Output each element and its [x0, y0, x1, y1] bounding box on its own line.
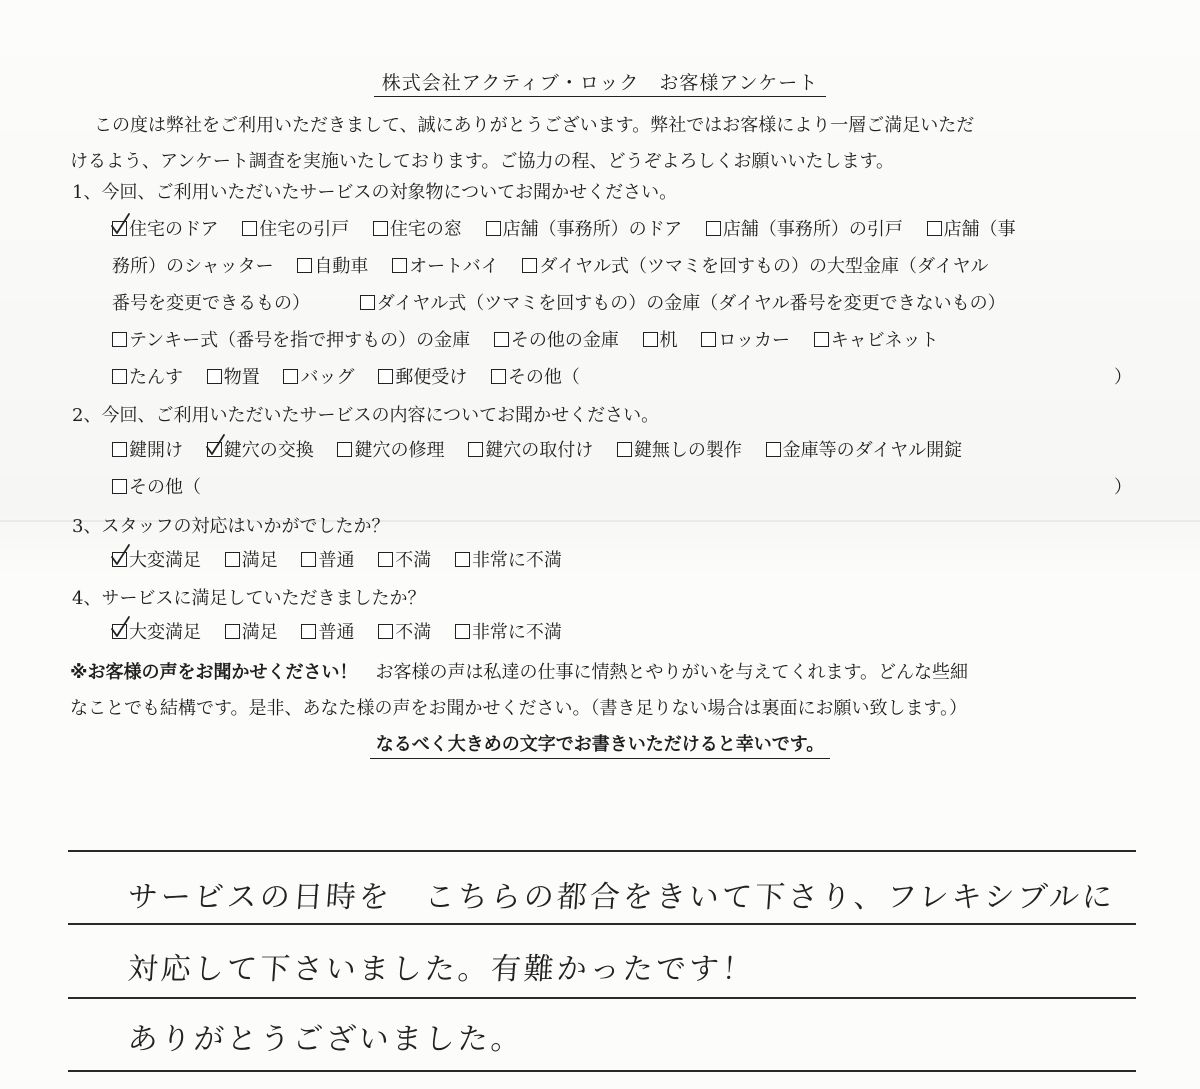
checkbox[interactable] [701, 332, 716, 347]
voice-heading: ※お客様の声をお聞かせください！ [70, 662, 358, 683]
q3-title: 3、スタッフの対応はいかがでしたか？ [72, 516, 390, 537]
q1-option-2[interactable]: 住宅の窓 [373, 211, 462, 248]
q1-option-17[interactable]: たんす [112, 359, 183, 396]
handwritten-comment-line-3: ありがとうございました。 [126, 1022, 525, 1057]
q2-option-1[interactable]: 鍵穴の交換 [207, 432, 314, 469]
q4-option-3[interactable]: 不満 [378, 614, 431, 651]
checkbox[interactable] [301, 624, 316, 639]
survey-intro [70, 108, 1150, 180]
writing-line-1 [68, 850, 1136, 852]
intro-line-1: この度は弊社をご利用いただきまして、誠にありがとうございます。弊社ではお客様により一層ご満足いただ [94, 115, 975, 136]
q1-option-6-continued: 務所）のシャッター [112, 256, 274, 277]
check-mark-icon [109, 543, 131, 569]
q4-option-2[interactable]: 普通 [301, 614, 354, 651]
checkbox[interactable] [242, 221, 257, 236]
q1-option-0[interactable]: 住宅のドア [112, 211, 218, 248]
q1-option-14[interactable]: 机 [643, 322, 678, 359]
checkbox[interactable] [112, 369, 127, 384]
q1-option-7[interactable]: 自動車 [297, 248, 368, 285]
check-mark-icon [109, 615, 131, 641]
q4-options [112, 614, 1142, 651]
voice-note: なるべく大きめの文字でお書きいただけると幸いです。 [0, 730, 1200, 756]
checkbox[interactable] [706, 221, 721, 236]
q2-option-0[interactable]: 鍵開け [112, 432, 183, 469]
checkbox[interactable] [378, 552, 393, 567]
q1-option-20[interactable]: 郵便受け [378, 359, 467, 396]
checkbox[interactable] [297, 258, 312, 273]
q2-other-close-paren: ） [1114, 477, 1132, 498]
checkbox[interactable] [378, 624, 393, 639]
q3-option-1[interactable]: 満足 [225, 542, 278, 579]
survey-title: 株式会社アクティブ・ロック お客様アンケート [0, 68, 1200, 95]
checkbox[interactable] [283, 369, 298, 384]
checkbox[interactable] [522, 258, 537, 273]
checkbox[interactable] [486, 221, 501, 236]
q1-option-13[interactable]: その他の金庫 [494, 322, 619, 359]
q2-title: 2、今回、ご利用いただいたサービスの内容についてお聞かせください。 [72, 405, 660, 426]
q1-option-16[interactable]: キャビネット [814, 322, 939, 359]
checkbox[interactable] [112, 479, 127, 494]
checkbox[interactable] [468, 442, 483, 457]
q3-option-0[interactable]: 大変満足 [112, 542, 201, 579]
checkbox[interactable] [360, 295, 375, 310]
checkbox[interactable] [112, 332, 127, 347]
writing-line-4 [68, 1070, 1136, 1072]
checkbox[interactable] [112, 442, 127, 457]
q2-option-6[interactable]: その他（ [112, 469, 201, 506]
check-mark-icon [109, 212, 131, 238]
checkbox[interactable] [112, 221, 127, 236]
voice-text-2: なことでも結構です。是非、あなた様の声をお聞かせください。（書き足りない場合は裏面にお願い致します。） [70, 698, 968, 719]
q2-options [112, 432, 1142, 506]
q1-option-3[interactable]: 店舗（事務所）のドア [486, 211, 682, 248]
customer-voice-section [70, 655, 1150, 727]
checkbox[interactable] [455, 552, 470, 567]
checkbox[interactable] [207, 369, 222, 384]
checkbox[interactable] [112, 624, 127, 639]
checkbox[interactable] [301, 552, 316, 567]
q3-option-4[interactable]: 非常に不満 [455, 542, 562, 579]
writing-line-3 [68, 997, 1136, 999]
checkbox[interactable] [494, 332, 509, 347]
checkbox[interactable] [373, 221, 388, 236]
q2-option-2[interactable]: 鍵穴の修理 [337, 432, 444, 469]
q1-option-11[interactable]: ダイヤル式（ツマミを回すもの）の金庫（ダイヤル番号を変更できないもの） [360, 285, 1006, 322]
q4-option-4[interactable]: 非常に不満 [455, 614, 562, 651]
checkbox[interactable] [225, 552, 240, 567]
q1-options [112, 211, 1142, 396]
q1-option-9[interactable]: ダイヤル式（ツマミを回すもの）の大型金庫（ダイヤル [522, 248, 988, 285]
q2-option-3[interactable]: 鍵穴の取付け [468, 432, 593, 469]
q1-option-15[interactable]: ロッカー [701, 322, 790, 359]
q1-other-close-paren: ） [1114, 367, 1132, 388]
checkbox[interactable] [337, 442, 352, 457]
check-mark-icon [204, 433, 226, 459]
q1-option-8[interactable]: オートバイ [392, 248, 499, 285]
checkbox[interactable] [392, 258, 407, 273]
q4-option-0[interactable]: 大変満足 [112, 614, 201, 651]
checkbox[interactable] [643, 332, 658, 347]
intro-line-2: けるよう、アンケート調査を実施いたしております。ご協力の程、どうぞよろしくお願いいたします。 [70, 151, 895, 172]
q2-option-5[interactable]: 金庫等のダイヤル開錠 [766, 432, 962, 469]
checkbox[interactable] [225, 624, 240, 639]
checkbox[interactable] [814, 332, 829, 347]
checkbox[interactable] [927, 221, 942, 236]
q1-option-4[interactable]: 店舗（事務所）の引戸 [706, 211, 903, 248]
q3-option-3[interactable]: 不満 [378, 542, 431, 579]
checkbox[interactable] [112, 552, 127, 567]
q1-option-18[interactable]: 物置 [207, 359, 260, 396]
q1-title: 1、今回、ご利用いただいたサービスの対象物についてお聞かせください。 [72, 182, 678, 203]
q1-option-1[interactable]: 住宅の引戸 [242, 211, 349, 248]
voice-text-1: お客様の声は私達の仕事に情熱とやりがいを与えてくれます。どんな些細 [375, 662, 969, 683]
q2-option-4[interactable]: 鍵無しの製作 [617, 432, 742, 469]
checkbox[interactable] [766, 442, 781, 457]
q4-option-1[interactable]: 満足 [225, 614, 278, 651]
q3-options [112, 542, 1142, 579]
checkbox[interactable] [207, 442, 222, 457]
handwritten-comment-line-1: サービスの日時を こちらの都合をきいて下さり、フレキシブルに [126, 880, 1117, 915]
handwritten-comment-line-2: 対応して下さいました。有難かったです！ [126, 952, 756, 987]
q4-title: 4、サービスに満足していただきましたか？ [72, 588, 426, 609]
checkbox[interactable] [455, 624, 470, 639]
q1-option-5[interactable]: 店舗（事 [927, 211, 1016, 248]
q1-option-19[interactable]: バッグ [283, 359, 354, 396]
q3-option-2[interactable]: 普通 [301, 542, 354, 579]
checkbox[interactable] [378, 369, 393, 384]
q1-option-21[interactable]: その他（ [491, 359, 580, 396]
q1-option-10-continued: 番号を変更できるもの） [112, 293, 310, 314]
writing-line-2 [68, 923, 1136, 925]
checkbox[interactable] [617, 442, 632, 457]
checkbox[interactable] [491, 369, 506, 384]
q1-option-12[interactable]: テンキー式（番号を指で押すもの）の金庫 [112, 322, 470, 359]
